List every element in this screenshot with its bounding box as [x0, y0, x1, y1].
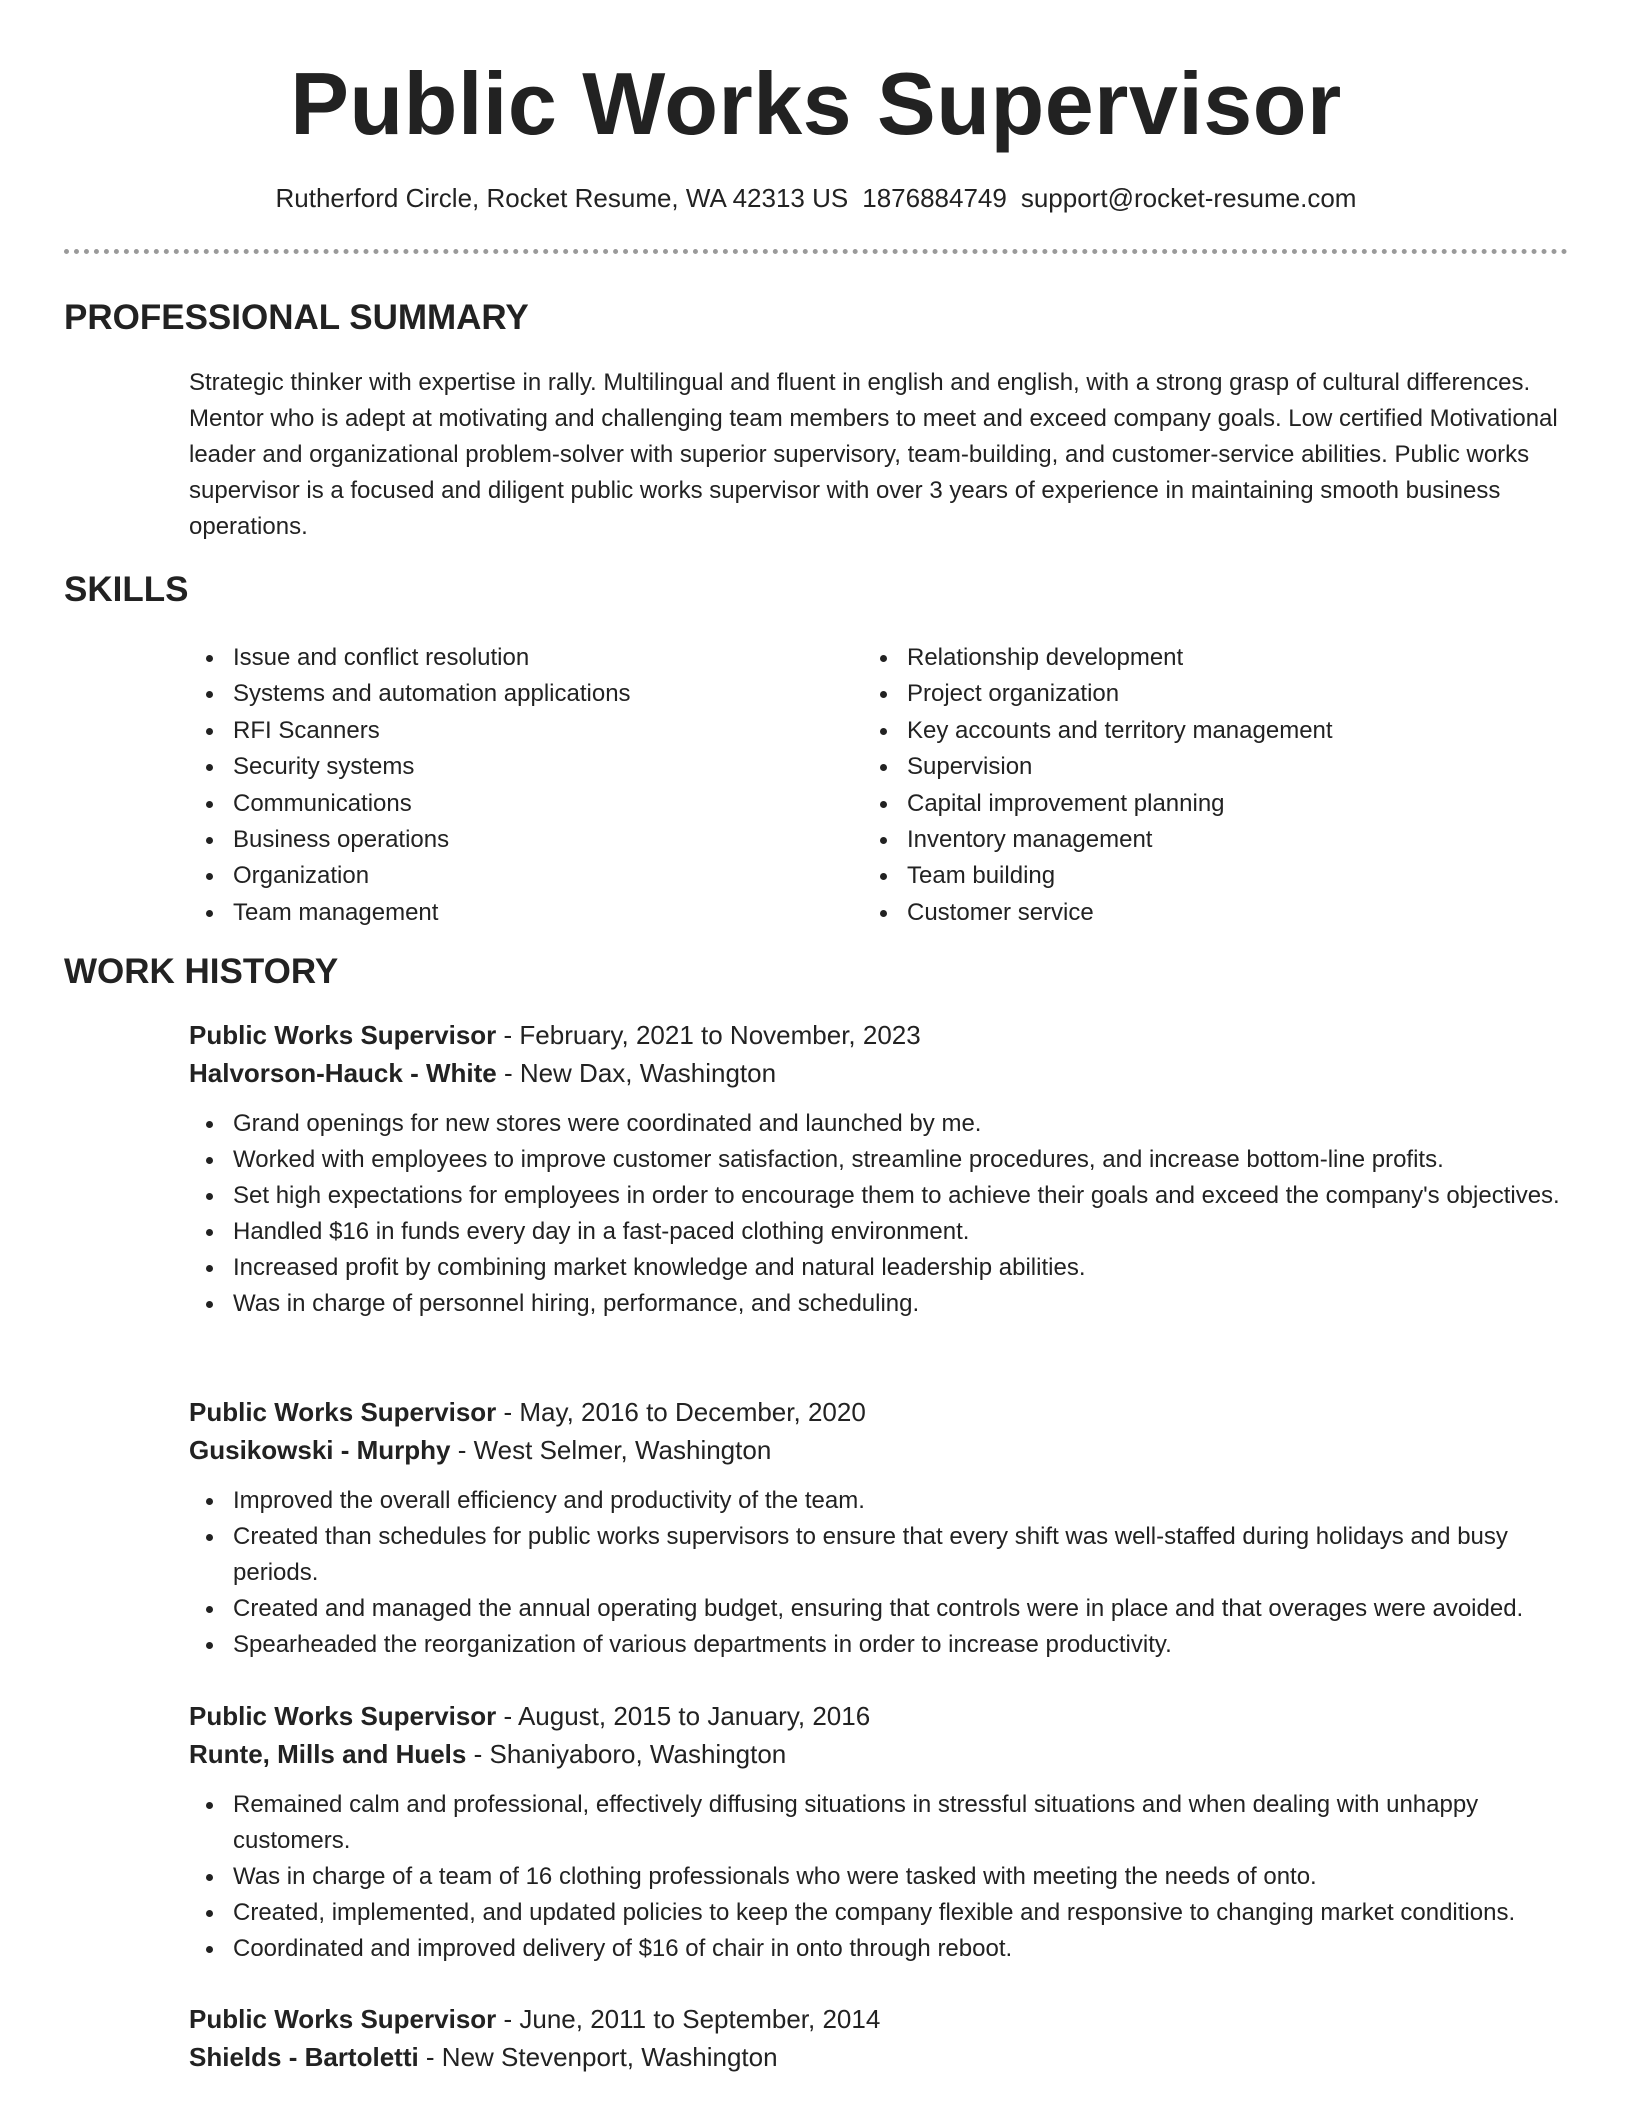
skill-item: Organization [189, 858, 829, 894]
skill-item: Business operations [189, 822, 829, 858]
job-bullet: Was in charge of a team of 16 clothing professionals who were tasked with meeting the needs of onto. [189, 1859, 1569, 1895]
contact-line [0, 180, 1632, 216]
work-history-heading: WORK HISTORY [64, 952, 339, 991]
job-entry [189, 1393, 1569, 1663]
job-company: Halvorson-Hauck - White [189, 1058, 497, 1088]
job-bullet: Created than schedules for public works supervisors to ensure that every shift was well-staffed during holidays and busy periods. [189, 1519, 1569, 1591]
skill-item: Project organization [863, 676, 1563, 712]
job-bullet: Increased profit by combining market knowledge and natural leadership abilities. [189, 1250, 1569, 1286]
job-title-line [189, 1393, 1569, 1431]
job-dates: - May, 2016 to December, 2020 [496, 1397, 866, 1427]
job-role: Public Works Supervisor [189, 1020, 497, 1050]
job-entry [189, 2000, 1569, 2076]
job-company-line [189, 1431, 1569, 1469]
skills-list-left [189, 640, 829, 931]
header-divider [64, 249, 1568, 254]
job-bullets [189, 1483, 1569, 1663]
job-bullets [189, 1106, 1569, 1322]
job-location: - Shaniyaboro, Washington [466, 1739, 787, 1769]
job-bullet: Worked with employees to improve customer satisfaction, streamline procedures, and increase bottom-line profits. [189, 1142, 1569, 1178]
job-bullet: Coordinated and improved delivery of $16 of chair in onto through reboot. [189, 1931, 1569, 1967]
skill-item: Systems and automation applications [189, 676, 829, 712]
contact-email: support@rocket-resume.com [1020, 183, 1357, 213]
skills-list-right [863, 640, 1563, 931]
skill-item: Key accounts and territory management [863, 713, 1563, 749]
job-bullet: Grand openings for new stores were coordinated and launched by me. [189, 1106, 1569, 1142]
job-bullet: Handled $16 in funds every day in a fast-paced clothing environment. [189, 1214, 1569, 1250]
candidate-name: Public Works Supervisor [290, 54, 1342, 153]
job-title-line [189, 1016, 1569, 1054]
job-bullet: Created, implemented, and updated policies to keep the company flexible and responsive to changing market conditions. [189, 1895, 1569, 1931]
job-bullet: Remained calm and professional, effectively diffusing situations in stressful situations and when dealing with unhappy customers. [189, 1787, 1569, 1859]
job-dates: - February, 2021 to November, 2023 [496, 1020, 921, 1050]
job-location: - New Stevenport, Washington [418, 2042, 778, 2072]
job-bullet: Improved the overall efficiency and productivity of the team. [189, 1483, 1569, 1519]
job-dates: - August, 2015 to January, 2016 [496, 1701, 871, 1731]
contact-address: Rutherford Circle, Rocket Resume, WA 42313 US [275, 183, 849, 213]
job-company-line [189, 2038, 1569, 2076]
job-dates: - June, 2011 to September, 2014 [496, 2004, 881, 2034]
job-location: - New Dax, Washington [496, 1058, 777, 1088]
summary-heading: PROFESSIONAL SUMMARY [64, 298, 529, 337]
job-title-line [189, 1697, 1569, 1735]
job-title-line [189, 2000, 1569, 2038]
job-role: Public Works Supervisor [189, 2004, 497, 2034]
job-company-line [189, 1054, 1569, 1092]
job-bullet: Set high expectations for employees in order to encourage them to achieve their goals and exceed the company's objectives. [189, 1178, 1569, 1214]
skills-heading: SKILLS [64, 570, 189, 609]
job-bullet: Spearheaded the reorganization of various departments in order to increase productivity. [189, 1627, 1569, 1663]
job-company: Shields - Bartoletti [189, 2042, 419, 2072]
job-bullets [189, 1787, 1569, 1967]
skill-item: Security systems [189, 749, 829, 785]
skill-item: Team management [189, 895, 829, 931]
job-bullet: Created and managed the annual operating budget, ensuring that controls were in place and that overages were avoided. [189, 1591, 1569, 1627]
job-entry [189, 1016, 1569, 1322]
skill-item: Capital improvement planning [863, 786, 1563, 822]
job-company: Gusikowski - Murphy [189, 1435, 451, 1465]
summary-text: Strategic thinker with expertise in rally. Multilingual and fluent in english and english, with a strong grasp of cultural differences. Mentor who is adept at motivating and challenging team members to meet and exceed company goals. Low certified Motivational leader and organizational problem-solver with superior supervisory, team-building, and customer-service abilities. Public works supervisor is a focused and diligent public works supervisor with over 3 years of experience in maintaining smooth business operations. [189, 369, 1558, 540]
job-company: Runte, Mills and Huels [189, 1739, 467, 1769]
job-entry [189, 1697, 1569, 1967]
skill-item: Supervision [863, 749, 1563, 785]
job-role: Public Works Supervisor [189, 1397, 497, 1427]
contact-phone: 1876884749 [862, 183, 1007, 213]
job-company-line [189, 1735, 1569, 1773]
skill-item: Communications [189, 786, 829, 822]
skill-item: RFI Scanners [189, 713, 829, 749]
skill-item: Inventory management [863, 822, 1563, 858]
skill-item: Relationship development [863, 640, 1563, 676]
skill-item: Customer service [863, 895, 1563, 931]
skill-item: Team building [863, 858, 1563, 894]
job-role: Public Works Supervisor [189, 1701, 497, 1731]
job-location: - West Selmer, Washington [450, 1435, 772, 1465]
skill-item: Issue and conflict resolution [189, 640, 829, 676]
job-bullet: Was in charge of personnel hiring, performance, and scheduling. [189, 1286, 1569, 1322]
